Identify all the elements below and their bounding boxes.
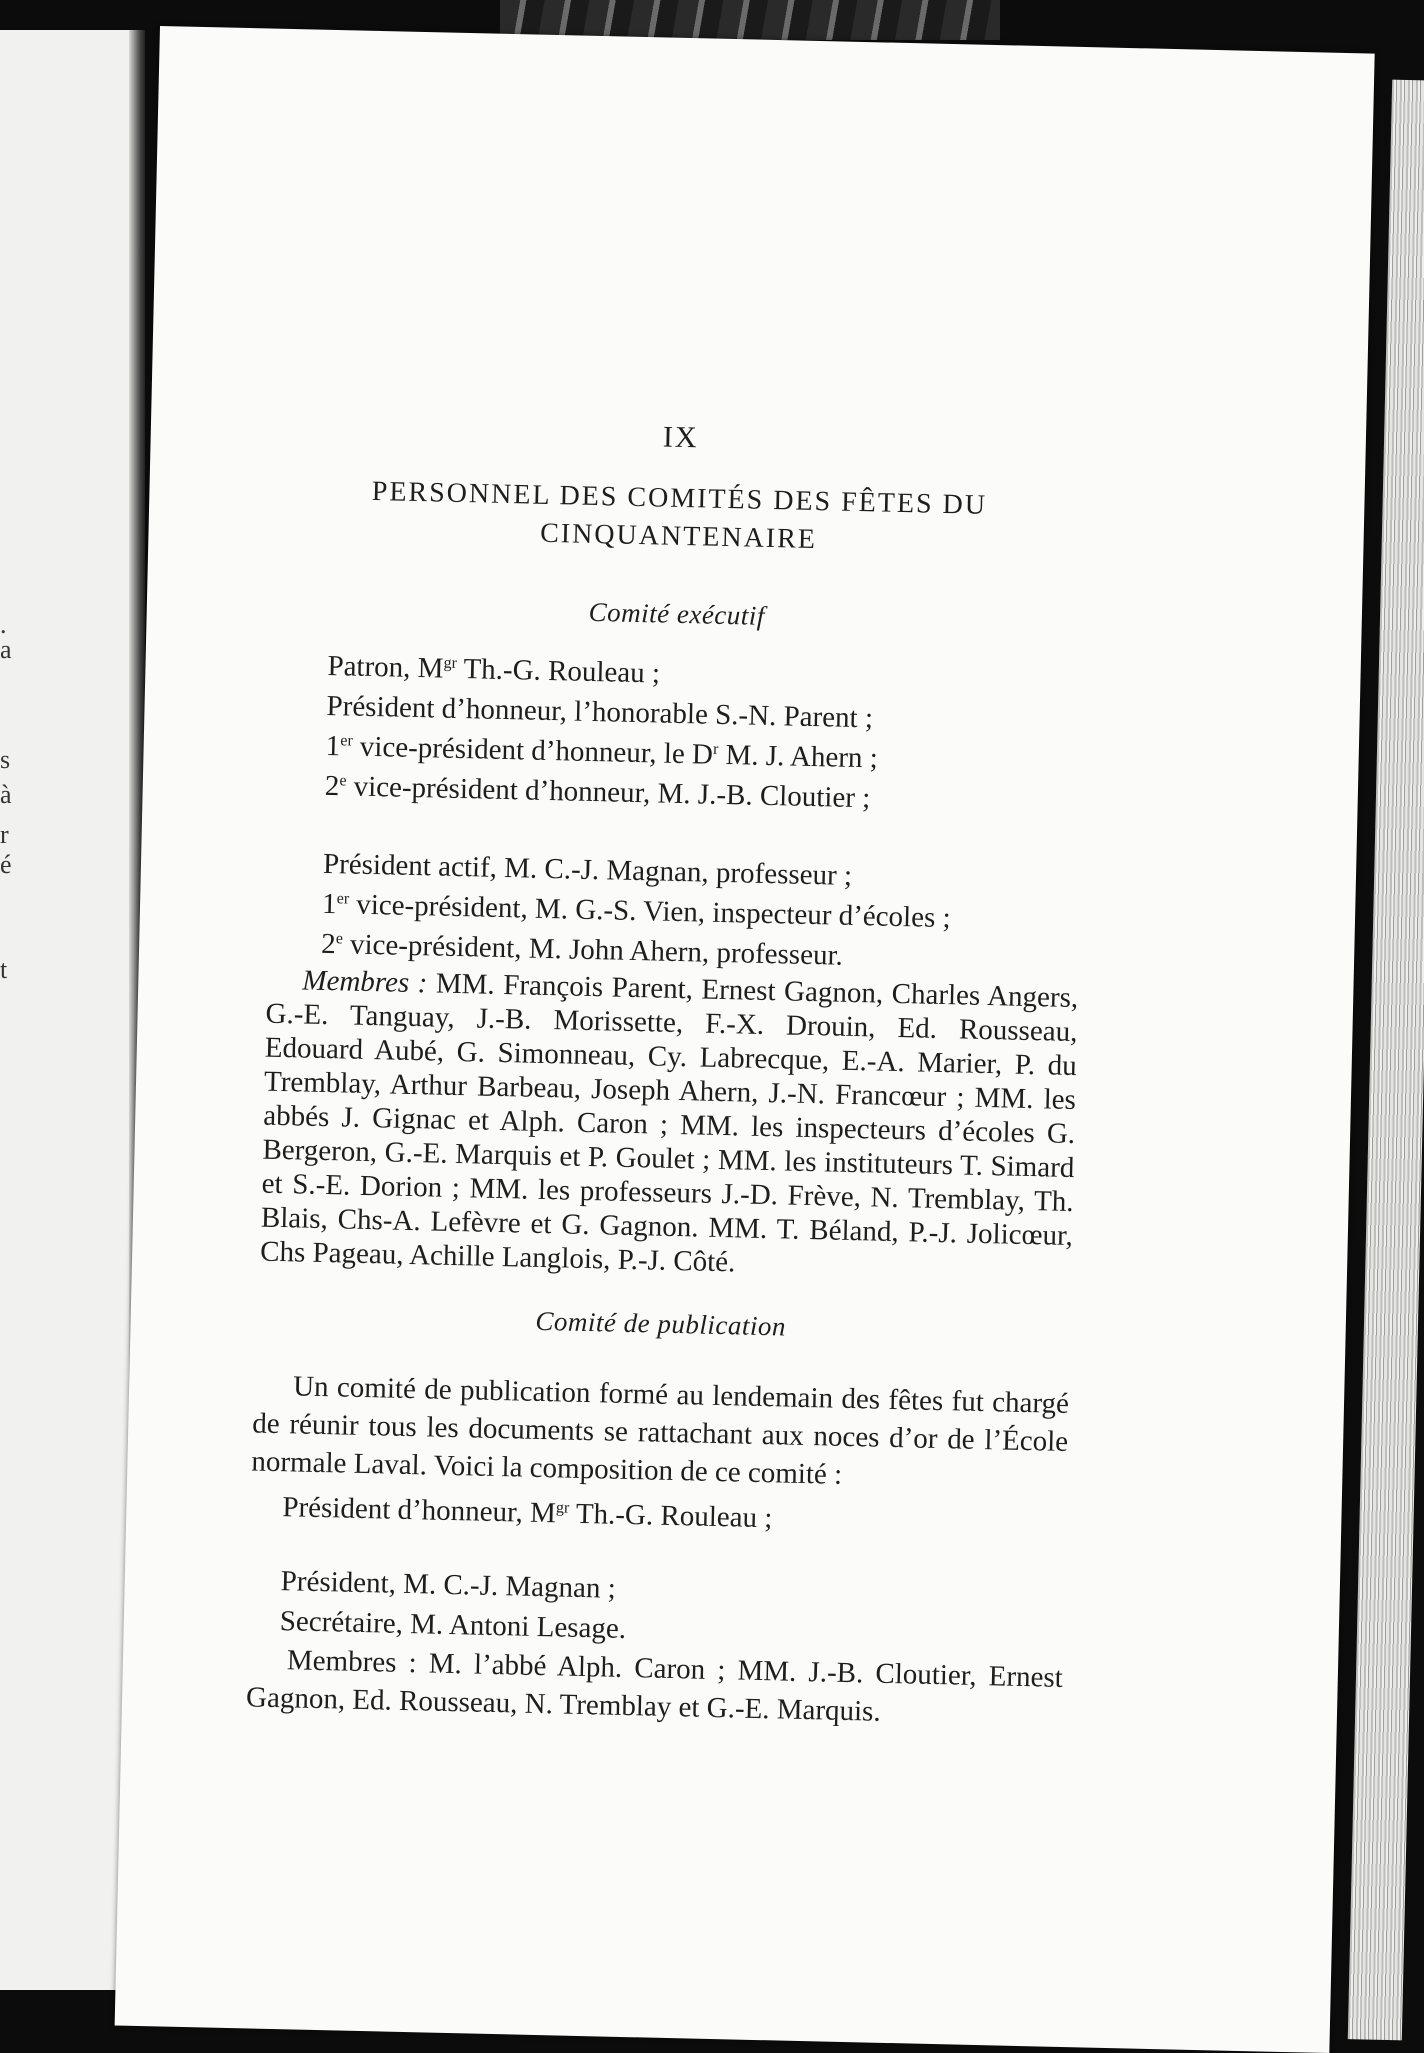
publication-intro-paragraph: Un comité de publication formé au lendemain des fêtes fut chargé de réunir tous les documents se rattachant aux noces d’or de l’École normale Laval. Voici la composition de ce comité : — [251, 1370, 1070, 1491]
page-content — [242, 409, 1091, 1735]
second-vp-honor-line: 2e vice-président d’honneur, M. J.-B. Cloutier ; — [324, 769, 871, 815]
left-page-fragment: s — [0, 745, 11, 774]
page-title — [268, 471, 1090, 566]
members-label: Membres : — [302, 964, 428, 1000]
title-line-2: CINQUANTENAIRE — [539, 517, 818, 556]
first-vp-line: 1er vice-président, M. G.-S. Vien, inspecteur d’écoles ; — [321, 887, 951, 935]
members-list: MM. François Parent, Ernest Gagnon, Charles Angers, G.-E. Tanguay, J.-B. Morissette, F.-X. Drouin, Ed. Rousseau, Edouard Aubé, G. Simonneau, Cy. Labrecque, E.-A. Marier, P. du Tremblay, Arthur Barbeau, Joseph Ahern, J.-N. Francœur ; MM. les abbés J. Gignac et Alph. Caron ; MM. les inspecteurs d’écoles G. Bergeron, G.-E. Marquis et P. Goulet ; MM. les instituteurs T. Simard et S.-E. Dorion ; MM. les professeurs J.-D. Frève, N. Tremblay, Th. Blais, Chs-A. Lefèvre et G. Gagnon. MM. T. Béland, P.-J. Jolicœur, Chs Pageau, Achille Langlois, P.-J. Côté. — [259, 967, 1079, 1279]
book-page — [115, 26, 1375, 2053]
first-vp-honor-line: 1er vice-président d’honneur, le $D^r$ M. J. Ahern ; — [325, 729, 879, 775]
section-heading-executive: Comité exécutif — [588, 596, 766, 631]
left-page-fragment: r — [0, 820, 9, 849]
left-page-fragment: . — [0, 610, 7, 639]
members-label: Membres : — [286, 1644, 418, 1680]
left-page-fragment: à — [0, 780, 12, 809]
active-president-line: Président actif, M. C.-J. Magnan, professeur ; — [322, 847, 853, 892]
chapter-number: IX — [662, 420, 699, 455]
executive-members-paragraph — [252, 962, 1079, 1287]
background-strip — [500, 0, 1000, 40]
section-heading-publication: Comité de publication — [535, 1305, 787, 1342]
members-list: M. l’abbé Alph. Caron ; MM. J.-B. Cloutier, Ernest Gagnon, Ed. Rousseau, N. Tremblay et G.-E. Marquis. — [245, 1647, 1064, 1728]
left-page-fragment: é — [0, 850, 12, 879]
patron-line: Patron, $M^{gr}$ Th.-G. Rouleau ; — [327, 649, 661, 690]
honorary-president-line: Président d’honneur, l’honorable S.-N. Parent ; — [326, 689, 874, 735]
publication-honorary-president-line: Président d’honneur, $M^{gr}$ Th.-G. Rouleau ; — [282, 1491, 773, 1535]
left-page-fragment: t — [0, 955, 8, 984]
second-vp-line: 2e vice-président, M. John Ahern, professeur. — [320, 927, 844, 972]
publication-secretary-line: Secrétaire, M. Antoni Lesage. — [279, 1605, 627, 1645]
title-line-1: PERSONNEL DES COMITÉS DES FÊTES DU — [371, 475, 988, 521]
publication-president-line: Président, M. C.-J. Magnan ; — [280, 1565, 617, 1605]
left-page-fragment: a — [0, 635, 12, 664]
